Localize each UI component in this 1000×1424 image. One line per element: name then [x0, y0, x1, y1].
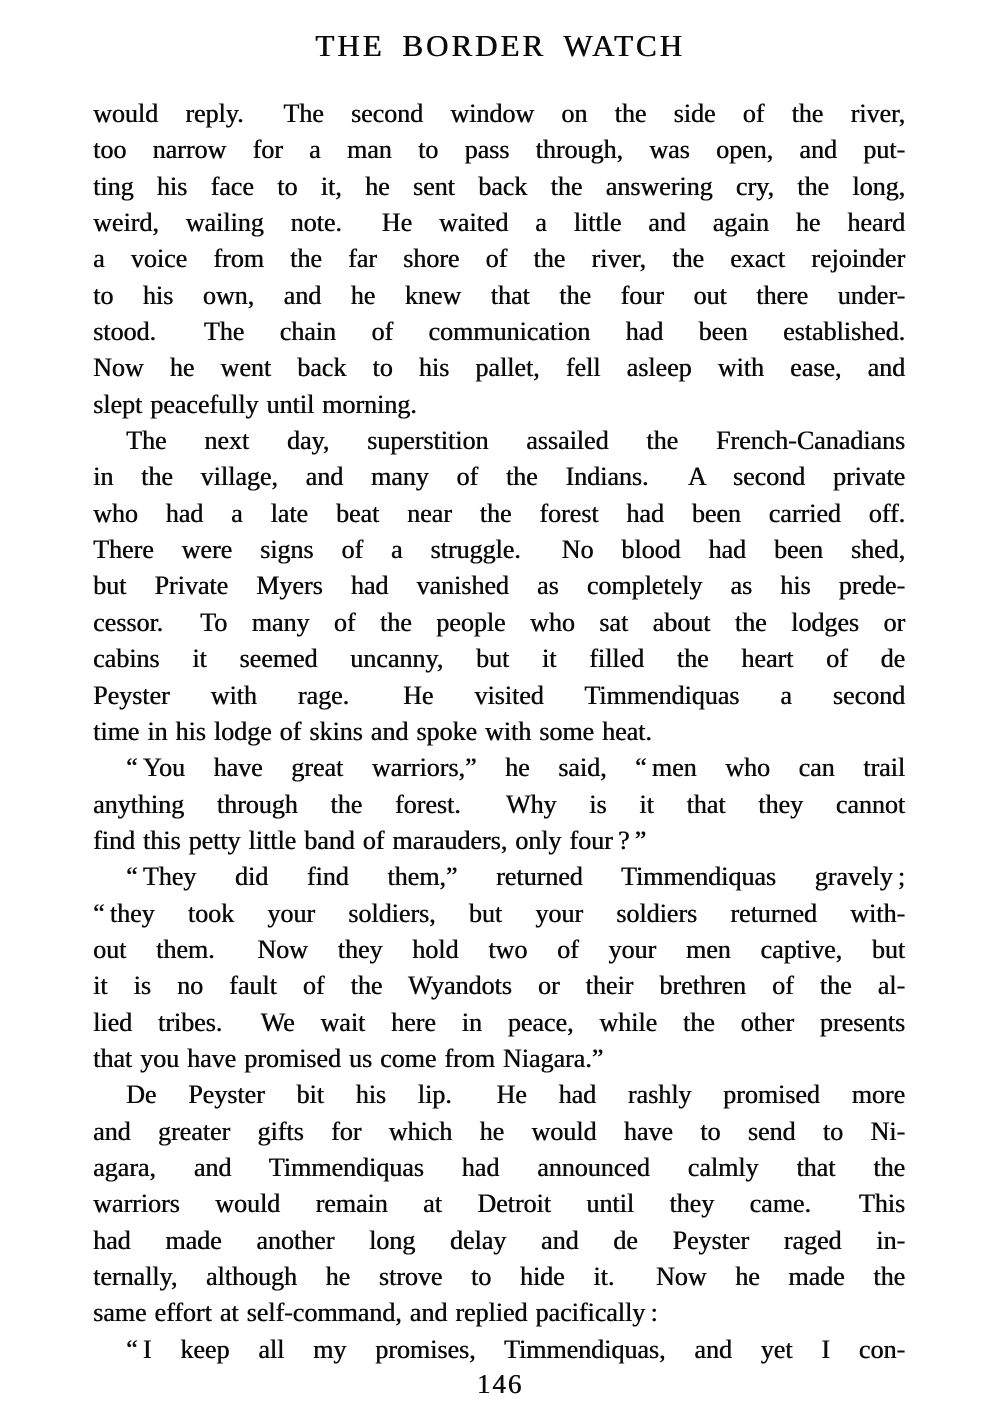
text-line: Now he went back to his pallet, fell asleep with ease, and: [93, 353, 905, 383]
text-line: warriors would remain at Detroit until they came. This: [93, 1189, 905, 1219]
text-line: “ You have great warriors,” he said, “ men who can trail: [126, 753, 905, 783]
text-line: stood. The chain of communication had been established.: [93, 317, 905, 347]
text-line: it is no fault of the Wyandots or their brethren of the al-: [93, 971, 905, 1001]
text-line: cabins it seemed uncanny, but it filled the heart of de: [93, 644, 905, 674]
text-line: too narrow for a man to pass through, was open, and put-: [93, 135, 905, 165]
text-line: anything through the forest. Why is it that they cannot: [93, 789, 905, 819]
paragraph: [93, 1332, 905, 1368]
text-line: out them. Now they hold two of your men captive, but: [93, 934, 905, 964]
paragraph: [93, 96, 905, 423]
text-line: cessor. To many of the people who sat about the lodges or: [93, 607, 905, 637]
text-line: weird, wailing note. He waited a little and again he heard: [93, 208, 905, 238]
paragraph: [93, 423, 905, 750]
paragraph: [93, 750, 905, 859]
text-line: ting his face to it, he sent back the answering cry, the long,: [93, 171, 905, 201]
text-line: De Peyster bit his lip. He had rashly promised more: [126, 1080, 905, 1110]
page-body: [93, 96, 905, 1368]
text-line: but Private Myers had vanished as completely as his prede-: [93, 571, 905, 601]
running-head: THE BORDER WATCH: [315, 28, 685, 63]
text-line: would reply. The second window on the side of the river,: [93, 99, 905, 128]
text-line: who had a late beat near the forest had been carried off.: [93, 498, 905, 528]
text-line: find this petty little band of marauders, only four ? ”: [93, 825, 647, 855]
paragraph: [93, 859, 905, 1077]
text-line: “ They did find them,” returned Timmendiquas gravely ;: [126, 862, 905, 892]
text-line: time in his lodge of skins and spoke with some heat.: [93, 716, 652, 746]
text-line: “ I keep all my promises, Timmendiquas, and yet I con-: [126, 1334, 905, 1364]
page-number: 146: [476, 1369, 524, 1399]
text-line: The next day, superstition assailed the French-Canadians: [126, 426, 905, 456]
text-line: “ they took your soldiers, but your soldiers returned with-: [93, 898, 905, 928]
text-line: lied tribes. We wait here in peace, while the other presents: [93, 1007, 905, 1037]
text-line: Peyster with rage. He visited Timmendiquas a second: [93, 680, 905, 710]
text-line: same effort at self-command, and replied pacifically :: [93, 1298, 658, 1328]
text-line: slept peacefully until morning.: [93, 389, 417, 419]
text-line: and greater gifts for which he would have to send to Ni-: [93, 1116, 905, 1146]
text-line: There were signs of a struggle. No blood had been shed,: [93, 535, 905, 565]
text-line: ternally, although he strove to hide it. Now he made the: [93, 1262, 905, 1291]
text-line: that you have promised us come from Niagara.”: [93, 1043, 604, 1073]
text-line: to his own, and he knew that the four out there under-: [93, 280, 905, 310]
text-line: had made another long delay and de Peyster raged in-: [93, 1225, 905, 1255]
paragraph: [93, 1077, 905, 1331]
text-line: agara, and Timmendiquas had announced calmly that the: [93, 1152, 905, 1182]
text-line: in the village, and many of the Indians. A second private: [93, 462, 905, 492]
text-line: a voice from the far shore of the river, the exact rejoinder: [93, 244, 905, 274]
